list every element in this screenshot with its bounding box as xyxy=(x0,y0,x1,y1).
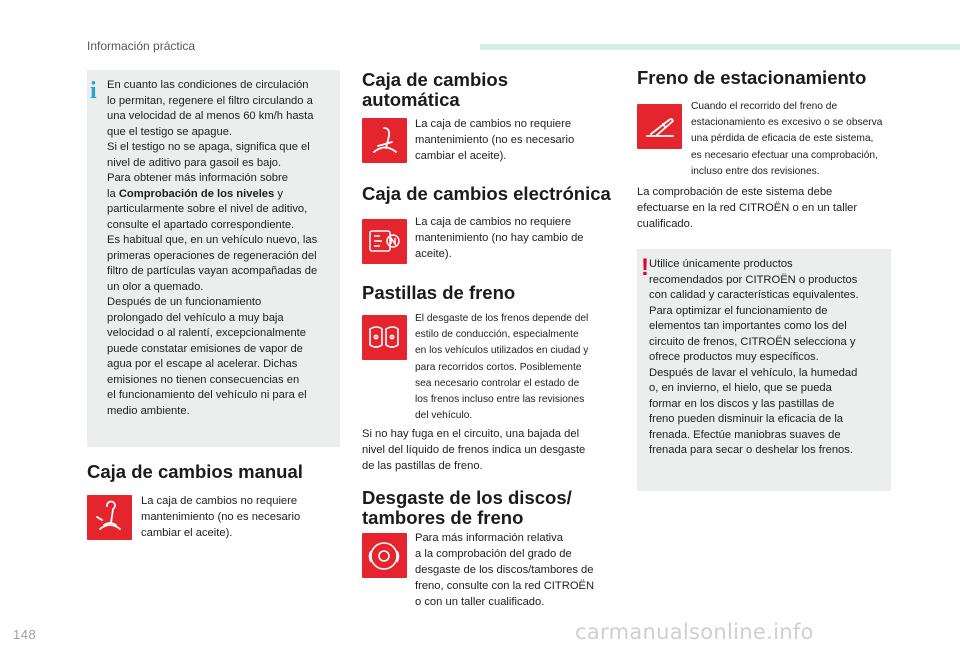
info-note-text: En cuanto las condiciones de circulación lo permitan, regenere el filtro circulando a una velocidad de al menos 60 km/h hasta que el testigo se apague. Si el testigo no se apaga, significa que el nivel de aditivo para gasoil es bajo. Para obtener más información sobre la Comprobación de los niveles y particularmente sobre el nivel de aditivo, consulte el apartado correspondiente. Es habitual que, en un vehículo nuevo, las primeras operaciones de regeneración del filtro de partículas vayan acompañadas de un olor a quemado. Después de un funcionamiento prolongado del vehículo a muy baja velocidad o al ralentí, excepcionalmente puede constatar emisiones de vapor de agua por el escape al acelerar. Dichas emisiones no tienen consecuencias en el funcionamiento del vehículo ni para el medio ambiente. xyxy=(107,79,318,417)
section-title-electronic-gearbox: Caja de cambios electrónica xyxy=(362,183,611,204)
page-number: 148 xyxy=(13,627,37,642)
section-title-manual-gearbox: Caja de cambios manual xyxy=(87,461,303,482)
warning-note-text: Utilice únicamente productos recomendados por CITROËN o productos con calidad y características equivalentes. Para optimizar el funcionamiento de elementos tan importantes como los del circuito de frenos, CITROËN selecciona y ofrece productos muy específicos. Después de lavar el vehículo, la humedad o, en invierno, el hielo, que se pueda formar en los discos y las pastillas de freno pueden disminuir la eficacia de la frenada. Efectúe maniobras suaves de frenada para secar o deshelar los frenos. xyxy=(649,258,859,456)
electronic-gearbox-icon xyxy=(362,219,407,264)
parking-brake-text: Cuando el recorrido del freno de estacionamiento es excesivo o se observa una pérdida de eficacia de este sistema, es necesario efectuar una comprobación, incluso entre dos revisiones. xyxy=(691,101,883,177)
automatic-gear-selector-icon xyxy=(362,118,407,163)
manual-gearbox-text: La caja de cambios no requiere mantenimiento (no es necesario cambiar el aceite). xyxy=(141,495,301,539)
electronic-gearbox-text: La caja de cambios no requiere mantenimiento (no hay cambio de aceite). xyxy=(415,216,584,260)
section-title-parking-brake: Freno de estacionamiento xyxy=(637,67,867,88)
info-note-box xyxy=(87,70,340,447)
brake-fluid-level-text: Si no hay fuga en el circuito, una bajada del nivel del líquido de frenos indica un desgaste de las pastillas de freno. xyxy=(362,428,586,472)
levels-check-reference: Comprobación de los niveles xyxy=(118,187,275,200)
brake-pads-icon xyxy=(362,315,407,360)
automatic-gearbox-text: La caja de cambios no requiere mantenimiento (no es necesario cambiar el aceite). xyxy=(415,118,575,162)
parking-brake-lever-icon xyxy=(637,104,682,149)
discs-drums-text: Para más información relativa a la comprobación del grado de desgaste de los discos/tambores de freno, consulte con la red CITROËN o con un taller cualificado. xyxy=(415,532,595,608)
manual-gear-lever-icon xyxy=(87,495,132,540)
warning-icon: ! xyxy=(641,254,649,281)
brake-disc-icon xyxy=(362,533,407,578)
section-title-discs-drums: Desgaste de los discos/ tambores de freno xyxy=(362,487,572,528)
warning-note-box xyxy=(637,249,891,491)
section-title-brake-pads: Pastillas de freno xyxy=(362,282,516,303)
brake-pads-text: El desgaste de los frenos depende del estilo de conducción, especialmente en los vehículos utilizados en ciudad y para recorridos cortos. Posiblemente sea necesario controlar el estado de los frenos incluso entre las revisiones del vehículo. xyxy=(415,313,589,422)
info-icon: i xyxy=(90,78,97,104)
site-watermark: carmanualsonline.info xyxy=(575,620,814,644)
section-title-automatic-gearbox: Caja de cambios automática xyxy=(362,69,509,110)
page-header-title: Información práctica xyxy=(87,39,196,53)
header-accent-bar xyxy=(480,44,960,50)
parking-brake-check-text: La comprobación de este sistema debe efectuarse en la red CITROËN o en un taller cualificado. xyxy=(637,186,858,230)
